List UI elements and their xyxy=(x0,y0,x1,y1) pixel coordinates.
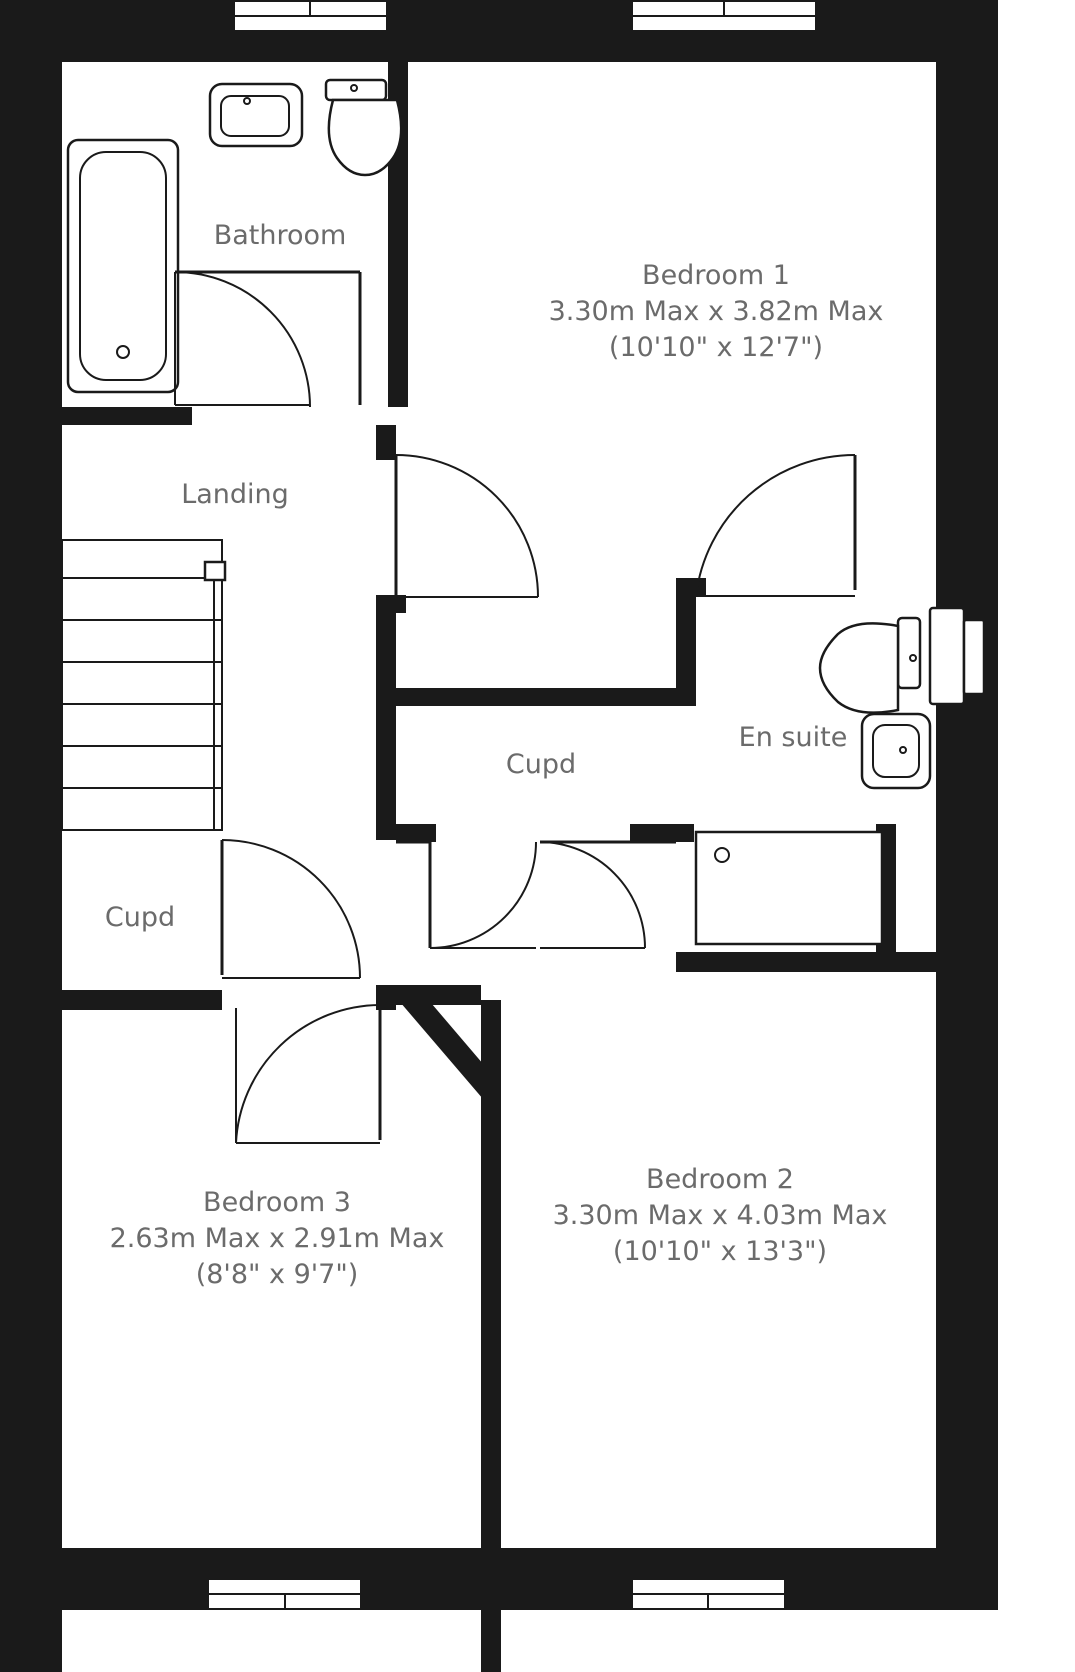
room-label-bathroom xyxy=(130,218,430,254)
staircase xyxy=(62,540,225,830)
bedroom3-name: Bedroom 3 xyxy=(203,1187,351,1218)
bedroom3-angled-wall xyxy=(400,990,501,1120)
window-mullions-bottom-left xyxy=(207,1594,362,1610)
bath-fixture xyxy=(68,140,178,392)
bedroom3-dim-metric: 2.63m Max x 2.91m Max xyxy=(109,1223,445,1254)
window-mullions-bottom-right xyxy=(631,1594,786,1610)
bedroom1-dim-metric: 3.30m Max x 3.82m Max xyxy=(548,296,884,327)
bedroom1-name: Bedroom 1 xyxy=(642,260,790,291)
bedroom1-dim-imperial: (10'10" x 12'7") xyxy=(608,332,824,363)
window-mullions-top-left xyxy=(233,0,388,16)
room-label-bedroom-2 xyxy=(490,1162,950,1270)
room-label-bedroom-1 xyxy=(436,258,996,366)
bedroom2-name: Bedroom 2 xyxy=(646,1164,794,1195)
ensuite-name: En suite xyxy=(738,722,848,753)
room-label-cupboard-centre xyxy=(416,747,666,783)
ensuite-toilet-fixture xyxy=(820,608,984,713)
cupboard-centre-doors xyxy=(430,842,645,948)
bathroom-name: Bathroom xyxy=(213,220,347,251)
cupd-centre-name: Cupd xyxy=(505,749,577,780)
room-label-cupboard-left xyxy=(40,900,240,936)
cupd-left-name: Cupd xyxy=(104,902,176,933)
window-mullions-top-right xyxy=(631,0,817,16)
wash-basin-fixture xyxy=(210,84,302,146)
toilet-fixture xyxy=(326,80,401,175)
shower-tray-fixture xyxy=(696,832,882,944)
bedroom1-door xyxy=(396,455,538,597)
landing-name: Landing xyxy=(181,479,289,510)
bedroom2-dim-imperial: (10'10" x 13'3") xyxy=(612,1236,828,1267)
room-label-en-suite xyxy=(668,720,918,756)
bathroom-door xyxy=(175,272,360,407)
bedroom2-dim-metric: 3.30m Max x 4.03m Max xyxy=(552,1200,888,1231)
room-label-bedroom-3 xyxy=(42,1185,512,1293)
room-label-landing xyxy=(85,477,385,513)
ensuite-door xyxy=(696,455,855,596)
bedroom3-dim-imperial: (8'8" x 9'7") xyxy=(195,1259,359,1290)
bedroom3-door xyxy=(236,1005,380,1143)
cupboard-left-door xyxy=(222,840,360,978)
